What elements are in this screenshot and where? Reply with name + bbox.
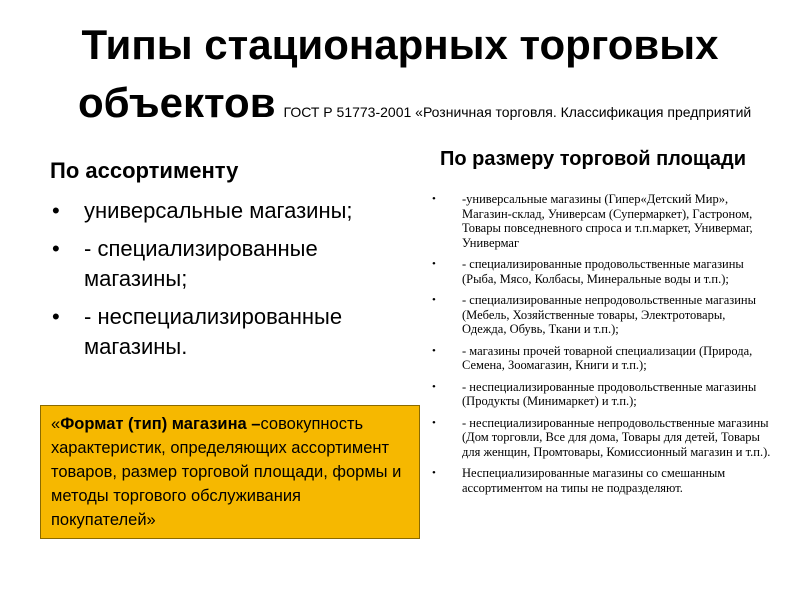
format-definition-box xyxy=(40,405,420,539)
definition-term: Формат (тип) магазина – xyxy=(60,415,261,433)
assortment-list xyxy=(50,196,410,370)
area-item: • -универсальные магазины (Гипер«Детский Мир», Магазин-склад, Универсам (Супермаркет), Гастроном, Товары повседневного спроса и т.п.маркет, Универмаг, Универмаг xyxy=(432,192,772,250)
slide-title-line1: Типы стационарных торговых xyxy=(81,21,719,68)
area-list xyxy=(432,192,772,502)
area-item: • - специализированные продовольственные магазины (Рыба, Мясо, Колбасы, Минеральные воды и т.п.); xyxy=(432,257,772,286)
slide-title xyxy=(0,22,800,68)
area-heading: По размеру торговой площади xyxy=(440,148,747,170)
assortment-heading: По ассортименту xyxy=(50,158,239,183)
assortment-item: • - неспециализированные магазины. xyxy=(50,302,410,362)
assortment-item: • - специализированные магазины; xyxy=(50,234,410,294)
area-item: • Неспециализированные магазины со смешанным ассортиментом на типы не подразделяют. xyxy=(432,466,772,495)
area-item: • - магазины прочей товарной специализации (Природа, Семена, Зоомагазин, Книги и т.п.); xyxy=(432,344,772,373)
definition-open-quote: « xyxy=(51,415,61,433)
area-item: • - неспециализированные продовольственные магазины (Продукты (Минимаркет) и т.п.); xyxy=(432,380,772,409)
area-item: • - специализированные непродовольственные магазины (Мебель, Хозяйственные товары, Электротовары, Одежда, Обувь, Ткани и т.п.); xyxy=(432,293,772,337)
gost-reference: ГОСТ Р 51773-2001 «Розничная торговля. Классификация предприятий xyxy=(283,104,752,120)
slide-title-line2: объектов xyxy=(78,79,276,126)
definition-text: совокупность характеристик, определяющих ассортимент товаров, размер торговой площади, формы и методы торгового обслуживания покупателей» xyxy=(51,415,402,529)
area-item: • - неспециализированные непродовольственные магазины (Дом торговли, Все для дома, Товары для детей, Товары для женщин, Промтовары, Комиссионный магазин и т.п.). xyxy=(432,416,772,460)
slide-title-line2-row xyxy=(78,80,751,126)
assortment-item: • универсальные магазины; xyxy=(50,196,410,226)
